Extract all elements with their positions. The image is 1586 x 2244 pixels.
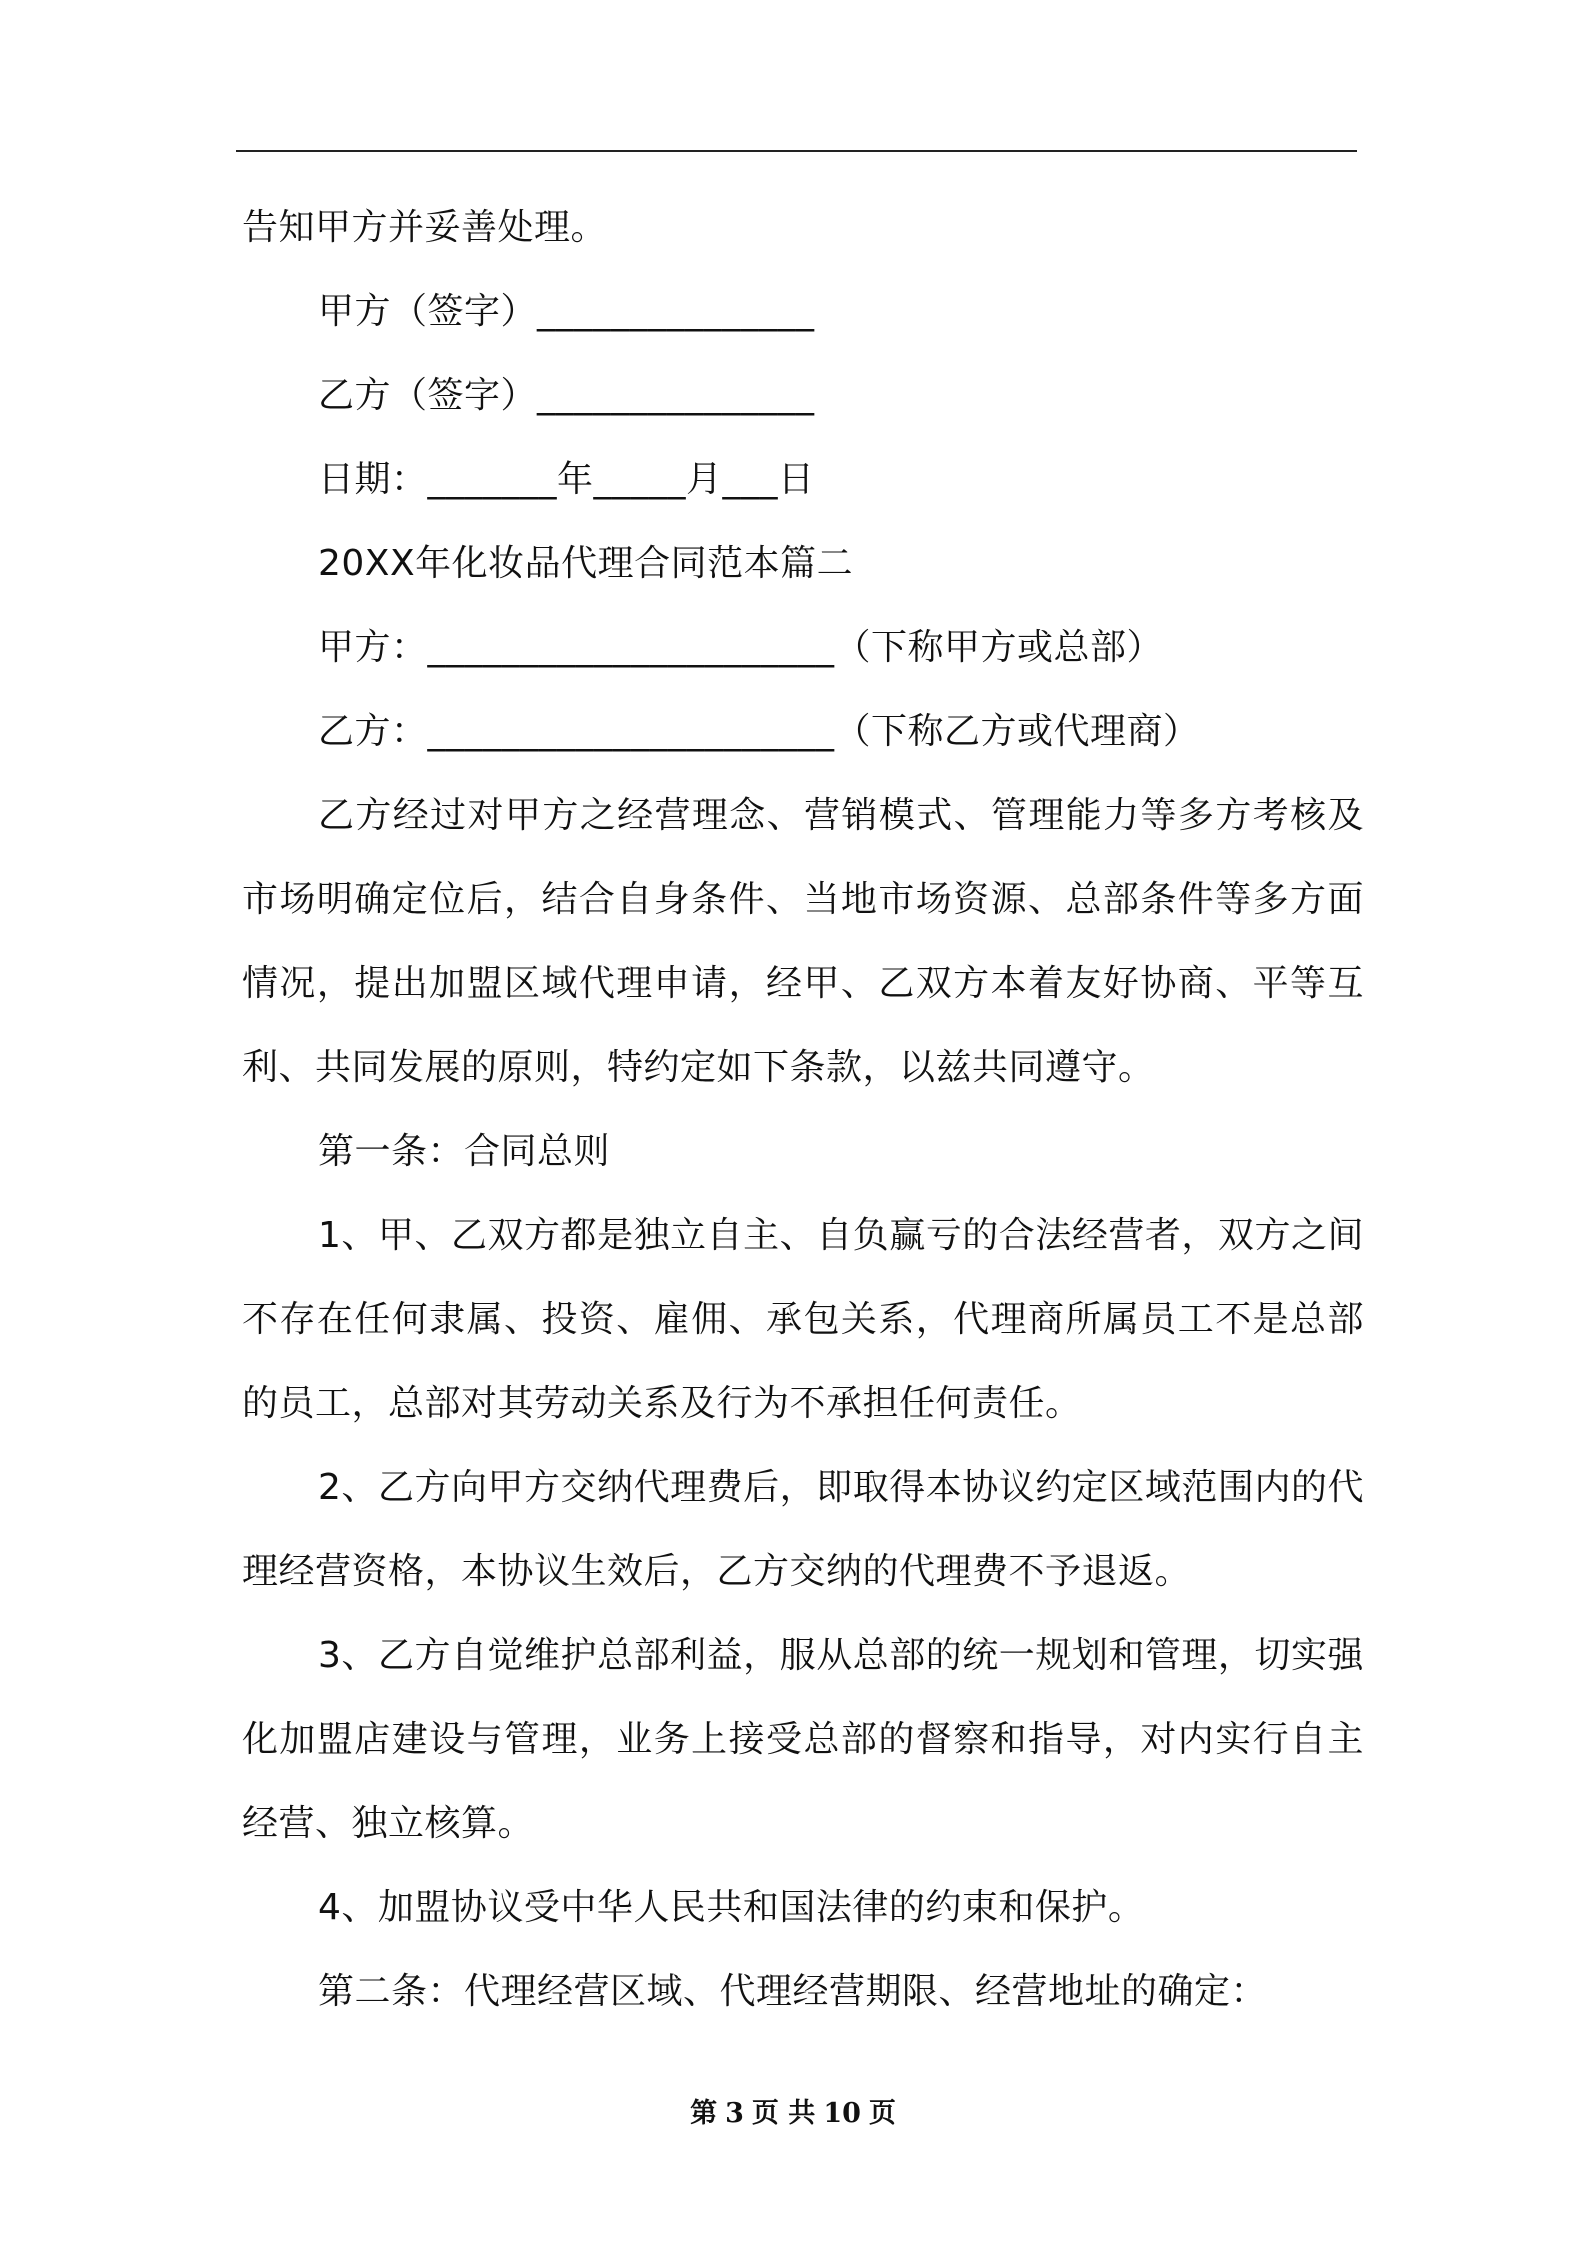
signature-date-line: 日期：_______年_____月___日: [318, 459, 815, 500]
party-b-signature-line: 乙方（签字）_______________: [318, 375, 815, 416]
footer-current-page: 3: [725, 2098, 744, 2129]
page-footer: [0, 2096, 1586, 2132]
article-2-title: 第二条：代理经营区域、代理经营期限、经营地址的确定：: [318, 1971, 1268, 2012]
party-a-signature-line: 甲方（签字）_______________: [318, 291, 815, 332]
party-a-line: 甲方：______________________（下称甲方或总部）: [318, 627, 1164, 668]
party-b-line: 乙方：______________________（下称乙方或代理商）: [318, 711, 1200, 752]
article-1-clause-4: 4、加盟协议受中华人民共和国法律的约束和保护。: [318, 1887, 1145, 1928]
article-1-title: 第一条：合同总则: [318, 1131, 611, 1172]
continued-text: 告知甲方并妥善处理。: [242, 207, 608, 248]
footer-prefix: 第: [690, 2098, 718, 2129]
article-1-clause-1: 1、甲、乙双方都是独立自主、自负赢亏的合法经营者，双方之间不存在任何隶属、投资、雇佣、承包关系，代理商所属员工不是总部的员工，总部对其劳动关系及行为不承担任何责任。: [242, 1215, 1364, 1424]
preamble-paragraph: 乙方经过对甲方之经营理念、营销模式、管理能力等多方考核及市场明确定位后，结合自身条件、当地市场资源、总部条件等多方面情况，提出加盟区域代理申请，经甲、乙双方本着友好协商、平等互利、共同发展的原则，特约定如下条款，以兹共同遵守。: [242, 795, 1364, 1088]
article-1-clause-3: 3、乙方自觉维护总部利益，服从总部的统一规划和管理，切实强化加盟店建设与管理，业务上接受总部的督察和指导，对内实行自主经营、独立核算。: [242, 1635, 1364, 1844]
footer-total-pages: 10: [823, 2098, 861, 2129]
header-rule: [236, 150, 1357, 152]
article-1-clause-2: 2、乙方向甲方交纳代理费后，即取得本协议约定区域范围内的代理经营资格，本协议生效后，乙方交纳的代理费不予退返。: [242, 1467, 1364, 1592]
section-title: 20XX年化妆品代理合同范本篇二: [318, 543, 854, 584]
footer-middle: 页 共: [751, 2098, 816, 2129]
footer-suffix: 页: [868, 2098, 896, 2129]
